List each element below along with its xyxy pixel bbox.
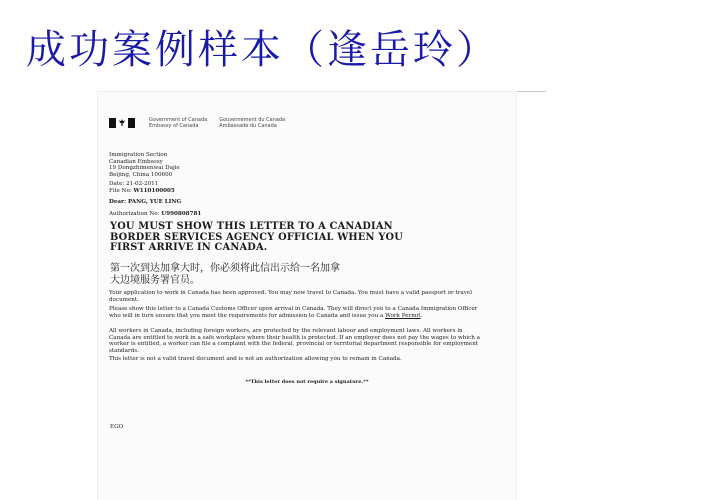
footer-code: EGO [110, 424, 124, 430]
letter-meta [109, 181, 175, 194]
sender-address: Immigration Section Canadian Embassy 19 Dongzhimenwai Dajie Beijing, China 100600 [109, 152, 180, 178]
paragraph-disclaimer: This letter is not a valid travel document and is not an authorization allowing you to remain in Canada. [109, 356, 402, 362]
slide-title: 成功案例样本（逢岳玲） [26, 27, 499, 73]
paragraph-approval: Your application to work in Canada has been approved. You may now travel to Canada. You must have a valid passport or travel document. [109, 290, 472, 303]
headline-english: YOU MUST SHOW THIS LETTER TO A CANADIAN BORDER SERVICES AGENCY OFFICIAL WHEN YOU FIRST ARRIVE IN CANADA. [110, 221, 403, 254]
letter-date: Date: 21-02-2011 [109, 181, 159, 187]
letterhead-english: Government of Canada Embassy of Canada [149, 117, 208, 129]
scanned-letter [98, 92, 516, 500]
work-permit-text: Work Permit [385, 312, 421, 319]
letterhead [109, 117, 297, 129]
paragraph-arrival: Please show this letter to a Canada Customs Officer upon arrival in Canada. They will direct you to a Canada Immigration Officer who will in turn ensure that you meet the requirements for admission to Canada and issue you a Work Permit. [109, 306, 478, 319]
letterhead-french: Gouvernement du Canada Ambassade du Canada [219, 117, 286, 129]
paragraph-rights: All workers in Canada, including foreign workers, are protected by the relevant labour and employment laws. All workers in Canada are entitled to work in a safe workplace where their health is protected. If an employer does not pay the wages to which a worker is entitled, a worker can file a complaint with the federal, provincial or territorial department responsible for employment standards. [109, 328, 480, 354]
headline-chinese: 第一次到达加拿大时，你必须将此信出示给一名加拿 大边境服务署官员。 [110, 263, 340, 286]
canada-flag-icon [109, 118, 135, 128]
file-number: File No: W110100005 [109, 187, 175, 194]
recipient: Dear: PANG, YUE LING [109, 199, 182, 205]
authorization-number: Authorization No: U990808781 [109, 211, 202, 217]
signature-note: **This letter does not require a signature.** [245, 379, 369, 385]
